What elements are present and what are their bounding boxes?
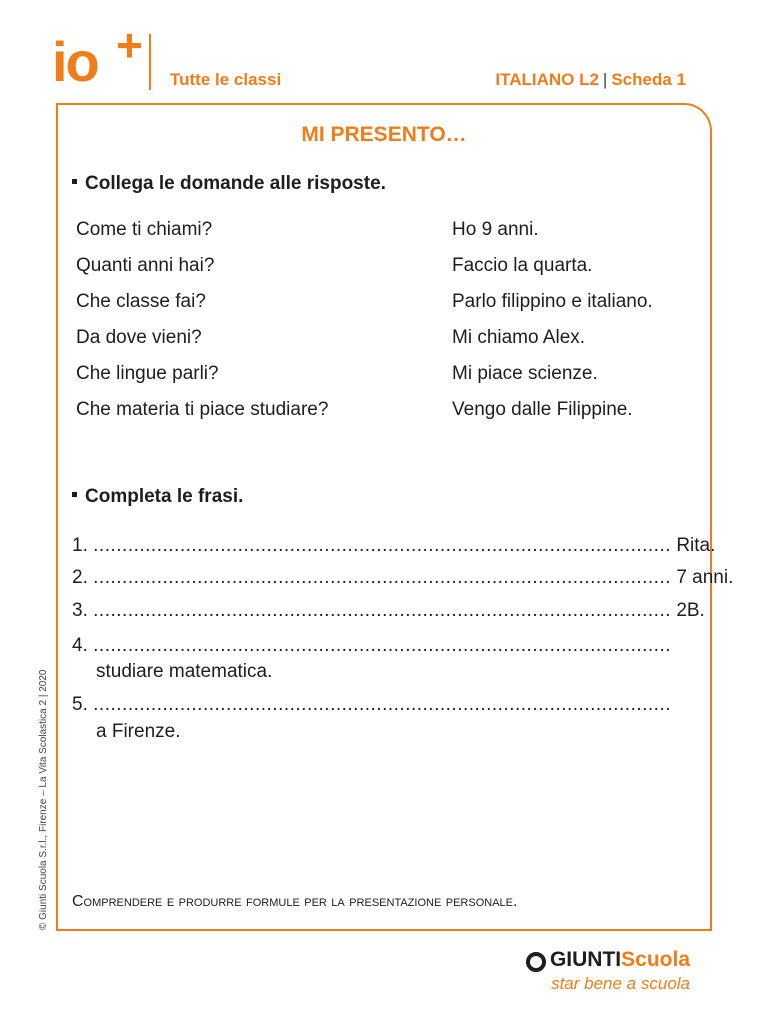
sentence-line-3[interactable] — [72, 600, 705, 622]
sentence-continuation-4: studiare matematica. — [96, 661, 273, 682]
blank-dots[interactable]: .................................................................................................... — [93, 535, 672, 556]
sentence-number: 3. — [72, 600, 88, 621]
publisher-brand: Scuola — [621, 948, 690, 971]
answer-item[interactable]: Faccio la quarta. — [452, 255, 593, 276]
sentence-line-5[interactable] — [72, 694, 671, 716]
logo-plus: + — [116, 19, 143, 71]
subject-label — [495, 70, 686, 90]
sentence-number: 2. — [72, 567, 88, 588]
question-item[interactable]: Come ti chiami? — [76, 219, 213, 240]
subject-separator: | — [602, 70, 608, 89]
answers-list — [452, 216, 653, 432]
blank-dots[interactable]: .................................................................................................... — [93, 567, 672, 588]
exercise1-heading-text: Collega le domande alle risposte. — [85, 173, 386, 194]
bullet-icon — [72, 492, 77, 497]
grade-label: Tutte le classi — [170, 70, 282, 89]
io-plus-logo — [52, 19, 143, 93]
sentence-number: 5. — [72, 694, 88, 715]
publisher-name: GIUNTI — [549, 948, 622, 971]
sentence-continuation-5: a Firenze. — [96, 721, 181, 742]
sentence-number: 4. — [72, 635, 88, 656]
sentence-end: 7 anni. — [676, 567, 734, 588]
answer-item[interactable]: Vengo dalle Filippine. — [452, 399, 633, 420]
learning-objective: Comprendere e produrre formule per la presentazione personale. — [72, 893, 518, 910]
sheet-number: Scheda 1 — [611, 70, 686, 89]
bullet-icon — [72, 179, 77, 184]
copyright-notice: © Giunti Scuola S.r.l., Firenze – La Vita Scolastica 2 | 2020 — [38, 669, 49, 930]
blank-dots[interactable]: .................................................................................................... — [93, 600, 672, 621]
sentence-line-4[interactable] — [72, 635, 671, 657]
blank-dots[interactable]: .................................................................................................... — [93, 694, 672, 715]
question-item[interactable]: Che materia ti piace studiare? — [76, 399, 329, 420]
sentence-end: 2B. — [676, 600, 705, 621]
sentence-line-2[interactable] — [72, 567, 733, 589]
subject-name: ITALIANO L2 — [495, 70, 599, 89]
blank-dots[interactable]: .................................................................................................... — [93, 635, 672, 656]
exercise1-heading — [72, 173, 386, 195]
question-item[interactable]: Che classe fai? — [76, 291, 206, 312]
logo-io: io — [52, 30, 98, 93]
answer-item[interactable]: Mi chiamo Alex. — [452, 327, 586, 348]
giunti-scuola-logo — [526, 948, 690, 994]
exercise2-heading-text: Completa le frasi. — [85, 486, 244, 507]
sentence-end: Rita. — [676, 535, 716, 556]
giunti-g-icon — [526, 952, 546, 972]
answer-item[interactable]: Mi piace scienze. — [452, 363, 598, 384]
worksheet-title: MI PRESENTO… — [301, 123, 467, 146]
sentence-line-1[interactable] — [72, 535, 715, 557]
exercise2-heading — [72, 486, 243, 508]
publisher-tagline: star bene a scuola — [551, 974, 690, 993]
answer-item[interactable]: Parlo filippino e italiano. — [452, 291, 653, 312]
question-item[interactable]: Da dove vieni? — [76, 327, 202, 348]
questions-list — [76, 216, 328, 432]
header-divider — [149, 34, 151, 90]
sentence-number: 1. — [72, 535, 88, 556]
question-item[interactable]: Che lingue parli? — [76, 363, 219, 384]
answer-item[interactable]: Ho 9 anni. — [452, 219, 539, 240]
question-item[interactable]: Quanti anni hai? — [76, 255, 215, 276]
